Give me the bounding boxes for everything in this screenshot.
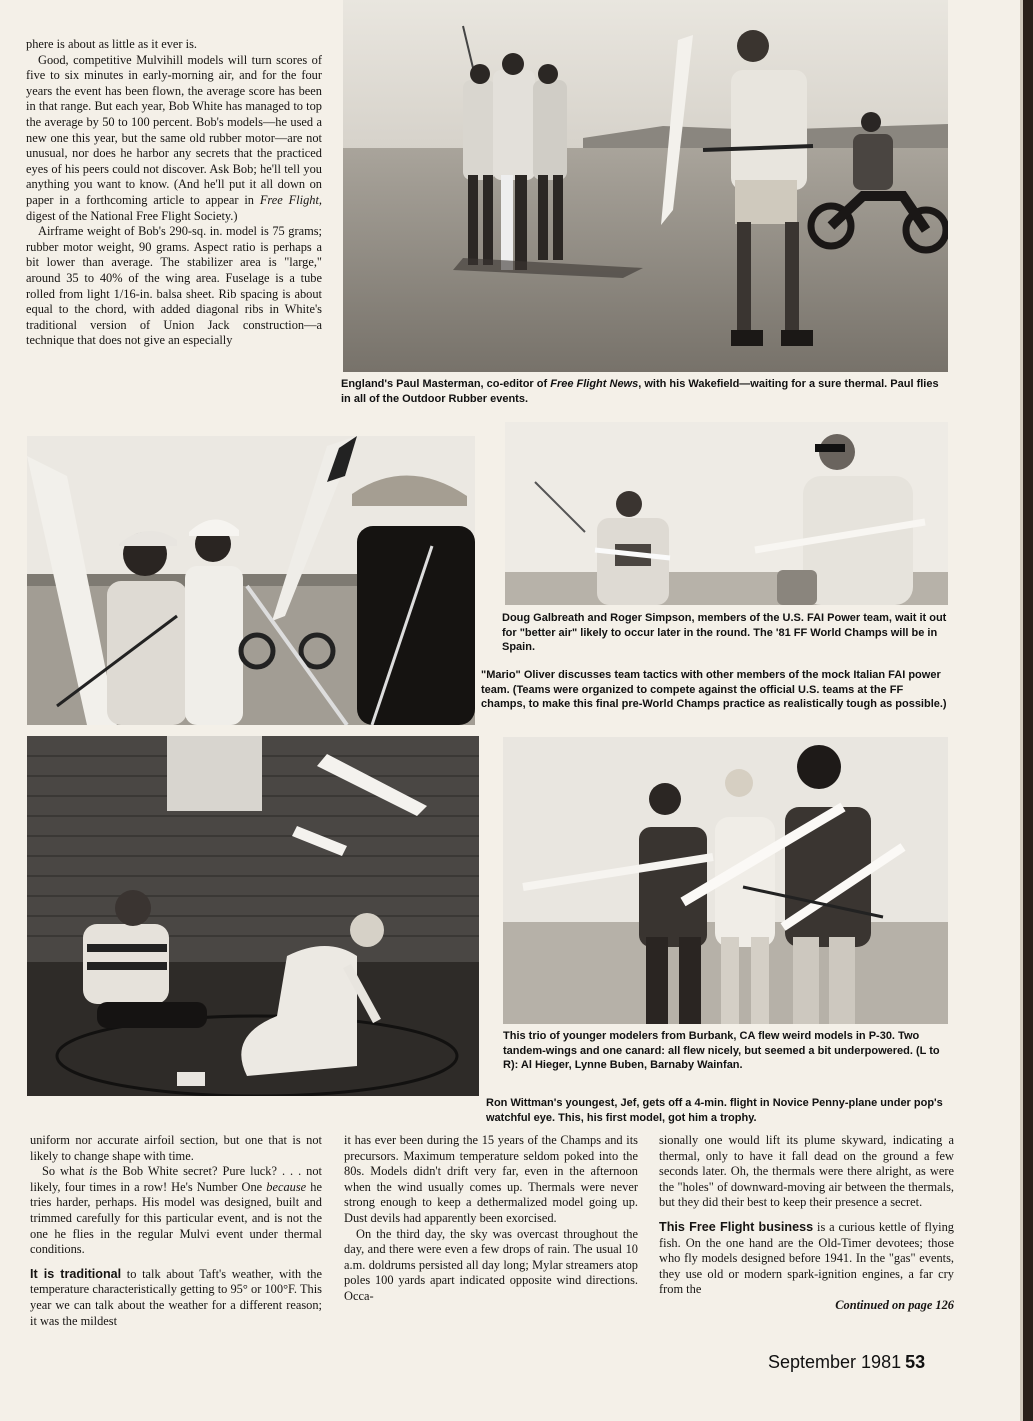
text-column-3 — [659, 1133, 954, 1314]
paragraph: sionally one would lift its plume skyward, indicating a thermal, only to have it fall dead on the ground a few seconds later. Oh, the thermals were there alright, as were the "holes" of downward-moving air between the thermals, but they did their best to keep their presence a secret. — [659, 1133, 954, 1210]
caption-galbreath-simpson: Doug Galbreath and Roger Simpson, members of the U.S. FAI Power team, wait it out for "better air" likely to occur later in the round. The '81 FF World Champs will be in Spain. — [502, 612, 947, 654]
page-edge-shadow — [1020, 0, 1023, 1421]
photo-wittman-gym — [27, 736, 479, 1096]
continued-line: Continued on page 126 — [835, 1297, 954, 1312]
photo-galbreath-simpson — [505, 422, 948, 605]
caption-masterman: England's Paul Masterman, co-editor of Free Flight News, with his Wakefield—waiting for a sure thermal. Paul flies in all of the Outdoor Rubber events. — [341, 378, 939, 405]
paragraph: uniform nor accurate airfoil section, but one that is not likely to change shape with time. — [30, 1133, 322, 1163]
page-number: 53 — [905, 1352, 926, 1372]
paragraph: This Free Flight business is a curious kettle of flying fish. On the one hand are the Old-Timer devotees; those who fly models designed before 1941. In the "gas" events, they use old or modern spark-ignition engines, a far cry from the — [659, 1219, 954, 1297]
paragraph: It is traditional to talk about Taft's weather, with the temperature characteristically getting to 95° or 100°F. This year we can talk about the weather for a different reason; it was the mildest — [30, 1266, 322, 1328]
caption-wittman: Ron Wittman's youngest, Jef, gets off a 4-min. flight in Novice Penny-plane under pop's watchful eye. This, his first model, got him a trophy. — [486, 1097, 943, 1124]
paragraph: So what is the Bob White secret? Pure luck? . . . not likely, four times in a row! He's Number One because he tries harder, perhaps. His model was designed, built and trimmed carefully for this particular event, and is not the one he flies in the regular Mulvi event under thermal conditions. — [30, 1164, 322, 1257]
paragraph: Good, competitive Mulvihill models will turn scores of five to six minutes in early-morning air, and for the four years the event has been flown, the average score has been in that range. But each year, Bob White has managed to top the average by 50 to 100 percent. Bob's models—he used a new one this year, but the same old rubber motor—are not unusual, nor does he harbor any secrets that the practiced eyes of his peers could not discover. Ask Bob; he'll tell you anything you want to know. (And he'll put it all down on paper in a forthcoming article to appear in Free Flight, digest of the National Free Flight Society.) — [26, 52, 322, 223]
text-column-top — [26, 37, 322, 349]
photo-masterman — [343, 0, 948, 372]
paragraph: Airframe weight of Bob's 290-sq. in. model is 75 grams; rubber motor weight, 90 grams. Aspect ratio is perhaps a bit lower than average. The stabilizer area is "large," around 35 to 40% of the wing area. Fuselage is a tube rolled from light 1/16-in. balsa sheet. Rib spacing is about equal to the chord, with added diagonal ribs in White's traditional version of Union Jack construction—a technique that does not give an especially — [26, 224, 322, 348]
caption-mario-oliver: "Mario" Oliver discusses team tactics with other members of the mock Italian FAI power team. (Teams were organized to compete against the official U.S. teams at the FF champs, to make this final pre-World Champs practice as realistically tough as possible.) — [481, 669, 947, 711]
paragraph: On the third day, the sky was overcast throughout the day, and there were even a few drops of rain. The usual 10 a.m. doldrums persisted all day long; Mylar streamers atop poles 100 yards apart indicated opposite wind directions. Occa- — [344, 1226, 638, 1303]
paragraph: it has ever been during the 15 years of the Champs and its precursors. Maximum temperature seldom poked into the 80s. Models didn't drift very far, even in the afternoon when the wind usually comes up. Thermals were never strong enough to keep a dethermalized model going up. Dust devils had apparently been exorcised. — [344, 1133, 638, 1225]
photo-burbank-trio — [503, 737, 948, 1024]
page-edge — [1023, 0, 1033, 1421]
paragraph: phere is about as little as it ever is. — [26, 37, 198, 51]
text-column-1 — [30, 1133, 322, 1329]
issue-date: September 1981 — [768, 1352, 902, 1372]
text-column-2 — [344, 1133, 638, 1305]
caption-burbank-trio: This trio of younger modelers from Burbank, CA flew weird models in P-30. Two tandem-wings and one canard: all flew nicely, but seemed a bit underpowered. (L to R): Al Hieger, Lynne Buben, Barnaby Wainfan. — [503, 1030, 940, 1072]
page-footer — [768, 1352, 925, 1373]
photo-mario-oliver — [27, 436, 475, 725]
